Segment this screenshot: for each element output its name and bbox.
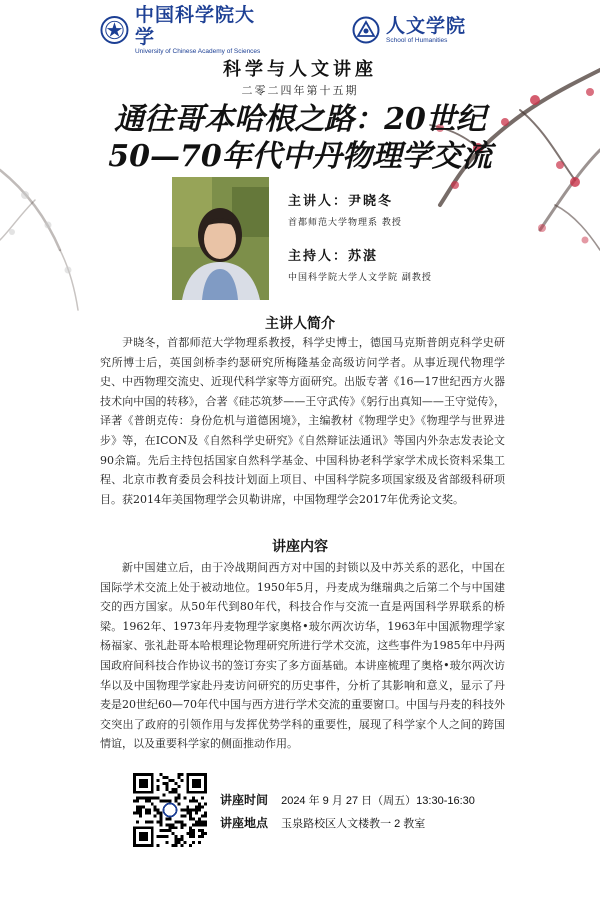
humanities-emblem-icon [352, 16, 380, 44]
speaker-affiliation: 首都师范大学物理系 教授 [288, 218, 402, 228]
lecture-title-line-1: 通往哥本哈根之路：20世纪 [114, 102, 486, 137]
issue-number: 二零二四年第十五期 [241, 84, 359, 97]
ucas-name-cn: 中国科学院大学 [134, 4, 255, 48]
host-affiliation: 中国科学院大学人文学院 副教授 [288, 273, 432, 283]
lecture-time-value: 2024 年 9 月 27 日（周五）13:30-16:30 [281, 795, 475, 807]
host-name: 主持人：苏湛 [288, 249, 379, 264]
lecture-place-value: 玉泉路校区人文楼教一 2 教室 [281, 818, 426, 830]
content-text: 新中国建立后，由于冷战期间西方对中国的封锁以及中苏关系的恶化，中国在国际学术交流上处于被动地位。1950年5月，丹麦成为继瑞典之后第二个与中国建交的西方国家。从50年代到80年代，科技合作与交流一直是两国科学界联系的桥梁。1962年、1973年丹麦物理学家奥格•玻尔两次访华，1963年中国派物理学家杨福家、张礼赴哥本哈根理论物理研究所进行学术交流，这些事件为1985年中丹两国政府间科技合作协议书的签订夯实了多方面基础。本讲座梳理了奥格•玻尔两次访华以及中国物理学家赴丹麦访问研究的历史事件，分析了其影响和意义，显示了丹麦是20世纪60—70年代中国与西方进行学术交流的重要窗口。中国与丹麦的科技外交突出了政府的引领作用与发挥优势学科的重要性，展现了科学家个人之间的跨国情谊，以及重要科学家的侧面推动作用。 [100, 561, 505, 751]
lecture-time-label: 讲座时间 [220, 793, 269, 807]
lecture-title-line-2: 50—70年代中丹物理学交流 [108, 139, 492, 174]
ucas-logo [100, 4, 270, 55]
humanities-logo [352, 10, 502, 50]
lecture-series-title: 科学与人文讲座 [223, 59, 377, 80]
content-section-title: 讲座内容 [272, 539, 328, 555]
speaker-name: 主讲人：尹晓冬 [288, 194, 394, 209]
lecture-time [220, 791, 475, 808]
speaker-photo [172, 177, 269, 300]
ucas-emblem-icon [100, 15, 129, 45]
lecture-title [0, 101, 600, 175]
qr-code[interactable] [133, 773, 207, 847]
lecture-place-label: 讲座地点 [220, 816, 269, 830]
bio-section-title: 主讲人简介 [265, 316, 335, 332]
ucas-name-en: University of Chinese Academy of Sciences [134, 48, 261, 55]
bio-text: 尹晓冬，首都师范大学物理系教授，科学史博士，德国马克斯普朗克科学史研究所博士后，英国剑桥李约瑟研究所梅隆基金高级访问学者。从事近现代物理学史、中西物理交流史、近现代科学家等方面研究。出版专著《16—17世纪西方火器技术向中国的转移》，合著《硅芯筑梦——王守武传》《躬行出真知——王守觉传》，译著《普朗克传：身份危机与道德困境》，主编教材《物理学史》《物理学与世界进步》等，在ICON及《自然科学史研究》《自然辩证法通讯》等国内外杂志发表论文90余篇。先后主持包括国家自然科学基金、中国科协老科学家学术成长资料采集工程、北京市教育委员会科技计划面上项目、中国科学院多项国家级及省部级科研项目。获2014年美国物理学会贝勒讲席，中国物理学会2017年优秀论文奖。 [100, 336, 505, 506]
school-name-cn: 人文学院 [386, 15, 467, 37]
lecture-place [220, 814, 425, 831]
school-name-en: School of Humanities [386, 37, 448, 44]
